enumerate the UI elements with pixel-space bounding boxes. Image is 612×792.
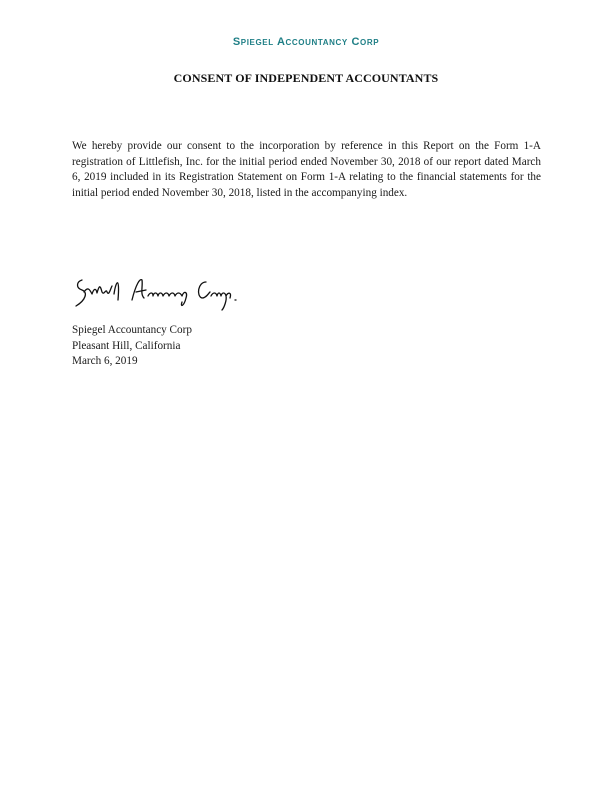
letterhead-company-name: Spiegel Accountancy Corp <box>232 36 380 48</box>
signer-block <box>72 323 192 370</box>
signature-stroke-accountancy <box>132 280 187 306</box>
document-title: CONSENT OF INDEPENDENT ACCOUNTANTS <box>173 71 439 85</box>
signer-name: Spiegel Accountancy Corp <box>72 324 192 336</box>
signer-location: Pleasant Hill, California <box>72 339 181 352</box>
signer-date: March 6, 2019 <box>72 355 138 367</box>
consent-paragraph: We hereby provide our consent to the incorporation by reference in this Report on the Form 1-A registration of Littlefish, Inc. for the initial period ended November 30, 2018 of our report dated March 6, 2019 included in its Registration Statement on Form 1-A relating to the financial statements for the initial period ended November 30, 2018, listed in the accompanying index. <box>72 140 541 199</box>
handwritten-signature <box>70 270 250 314</box>
signature-stroke-spiegel <box>76 280 119 306</box>
signature-stroke-corp <box>199 282 236 310</box>
